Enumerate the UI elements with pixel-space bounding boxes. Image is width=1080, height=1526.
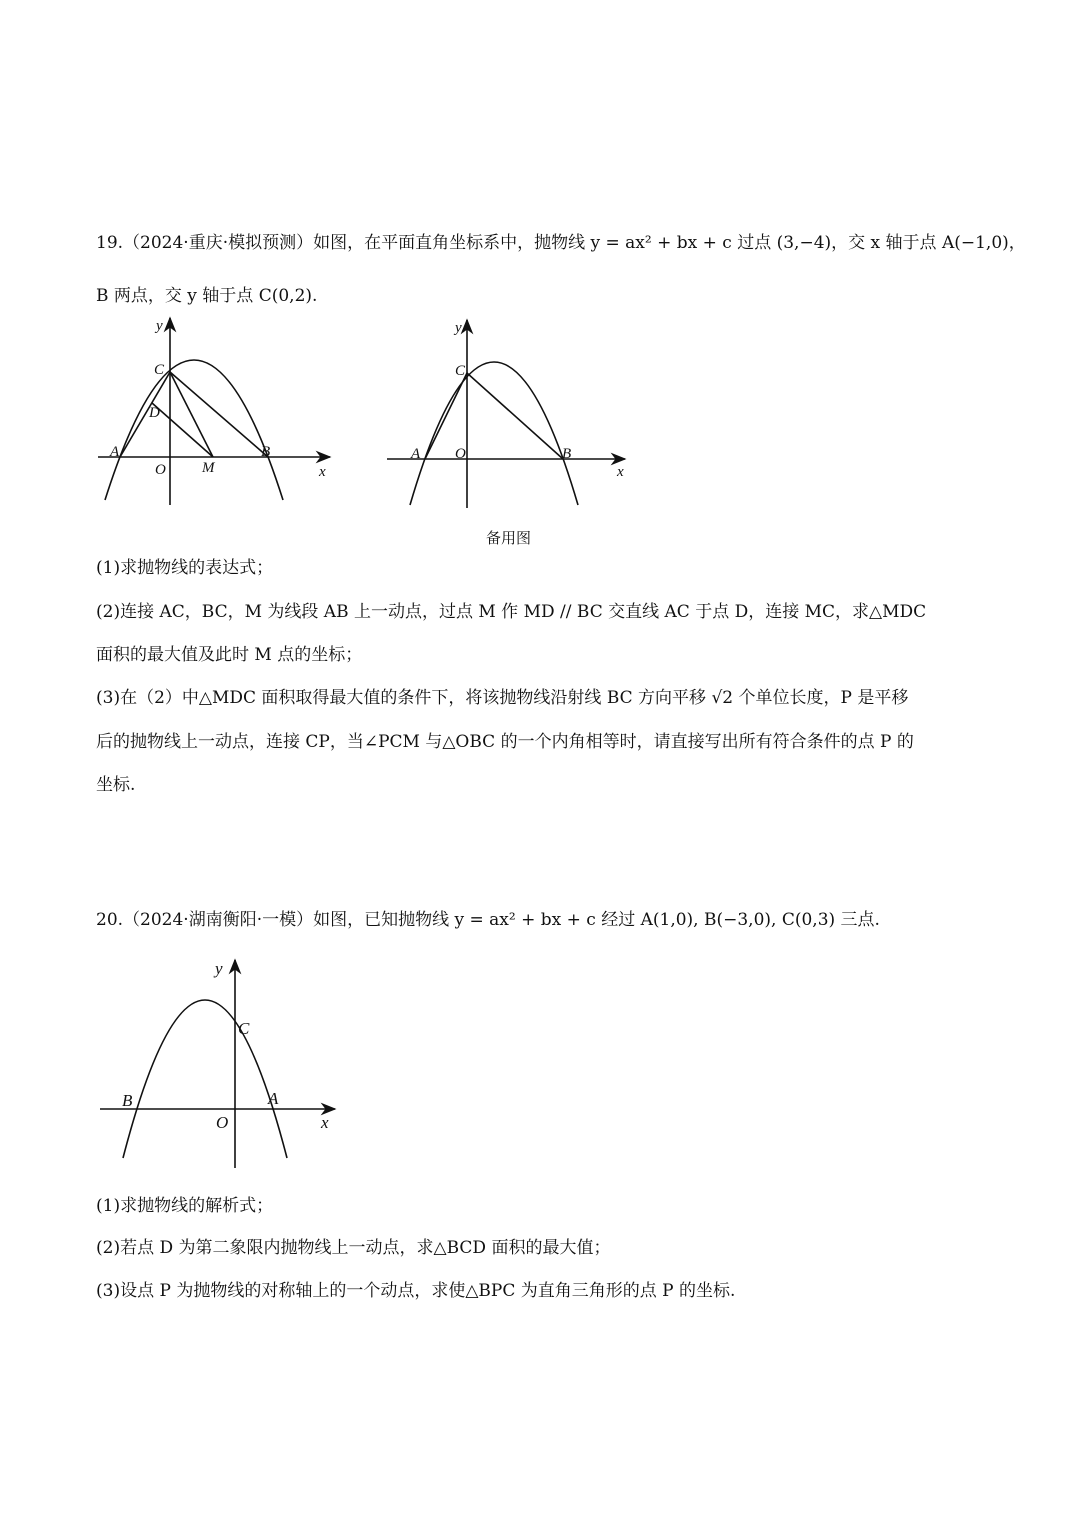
q19-stem-line1: 19.（2024·重庆·模拟预测）如图，在平面直角坐标系中，抛物线 y = ax² + bx + c 过点 (3,−4)，交 x 轴于点 A(−1,0)， bbox=[96, 233, 1026, 253]
label-M: M bbox=[202, 460, 215, 476]
q20-part1: (1)求抛物线的解析式； bbox=[96, 1196, 274, 1216]
q19-figure-spare bbox=[387, 320, 625, 508]
label-O: O bbox=[155, 462, 166, 478]
q19-figure-spare-labels bbox=[410, 320, 624, 480]
label-x: x bbox=[319, 464, 326, 480]
label-O: O bbox=[216, 1113, 229, 1132]
parabola bbox=[410, 362, 578, 505]
q20-figure bbox=[100, 960, 335, 1168]
segment-MD bbox=[152, 403, 213, 457]
label-A: A bbox=[110, 444, 120, 460]
q19-stem-line2: B 两点，交 y 轴于点 C(0,2). bbox=[96, 286, 318, 306]
label-B: B bbox=[122, 1091, 133, 1110]
label-A: A bbox=[411, 446, 421, 462]
parabola bbox=[105, 360, 283, 500]
label-D: D bbox=[149, 405, 160, 421]
q20-part2: (2)若点 D 为第二象限内抛物线上一动点，求△BCD 面积的最大值； bbox=[96, 1238, 611, 1258]
label-B: B bbox=[261, 444, 271, 460]
q19-part3-line3: 坐标. bbox=[96, 775, 136, 795]
label-y: y bbox=[215, 959, 223, 978]
label-y: y bbox=[455, 320, 462, 336]
q19-part2-line2: 面积的最大值及此时 M 点的坐标； bbox=[96, 645, 363, 665]
q19-part3-line1: (3)在（2）中△MDC 面积取得最大值的条件下，将该抛物线沿射线 BC 方向平移 √2 个单位长度，P 是平移 bbox=[96, 688, 909, 708]
q19-figure-main-labels bbox=[109, 318, 326, 480]
segment-MC bbox=[170, 372, 213, 457]
spare-figure-caption: 备用图 bbox=[486, 529, 532, 547]
label-C: C bbox=[238, 1019, 250, 1038]
label-C: C bbox=[455, 363, 466, 379]
q20-figure-labels bbox=[122, 959, 329, 1132]
q19-figure-main bbox=[98, 318, 330, 505]
label-x: x bbox=[617, 464, 624, 480]
q19-part1: (1)求抛物线的表达式； bbox=[96, 558, 274, 578]
label-x: x bbox=[321, 1113, 329, 1132]
segment-BC bbox=[170, 372, 268, 457]
q20-stem: 20.（2024·湖南衡阳·一模）如图，已知抛物线 y = ax² + bx + c 经过 A(1,0), B(−3,0), C(0,3) 三点. bbox=[96, 910, 880, 930]
label-B: B bbox=[562, 446, 572, 462]
label-y: y bbox=[156, 318, 163, 334]
q20-part3: (3)设点 P 为抛物线的对称轴上的一个动点，求使△BPC 为直角三角形的点 P 的坐标. bbox=[96, 1281, 736, 1301]
q19-part3-line2: 后的抛物线上一动点，连接 CP，当∠PCM 与△OBC 的一个内角相等时，请直接写出所有符合条件的点 P 的 bbox=[96, 732, 914, 752]
label-C: C bbox=[154, 362, 165, 378]
q19-part2-line1: (2)连接 AC，BC，M 为线段 AB 上一动点，过点 M 作 MD // BC 交直线 AC 于点 D，连接 MC，求△MDC bbox=[96, 602, 927, 622]
parabola bbox=[123, 1000, 287, 1158]
segment-AC bbox=[120, 372, 170, 457]
label-A: A bbox=[268, 1089, 279, 1108]
segment-BC bbox=[467, 373, 563, 459]
label-O: O bbox=[455, 446, 466, 462]
